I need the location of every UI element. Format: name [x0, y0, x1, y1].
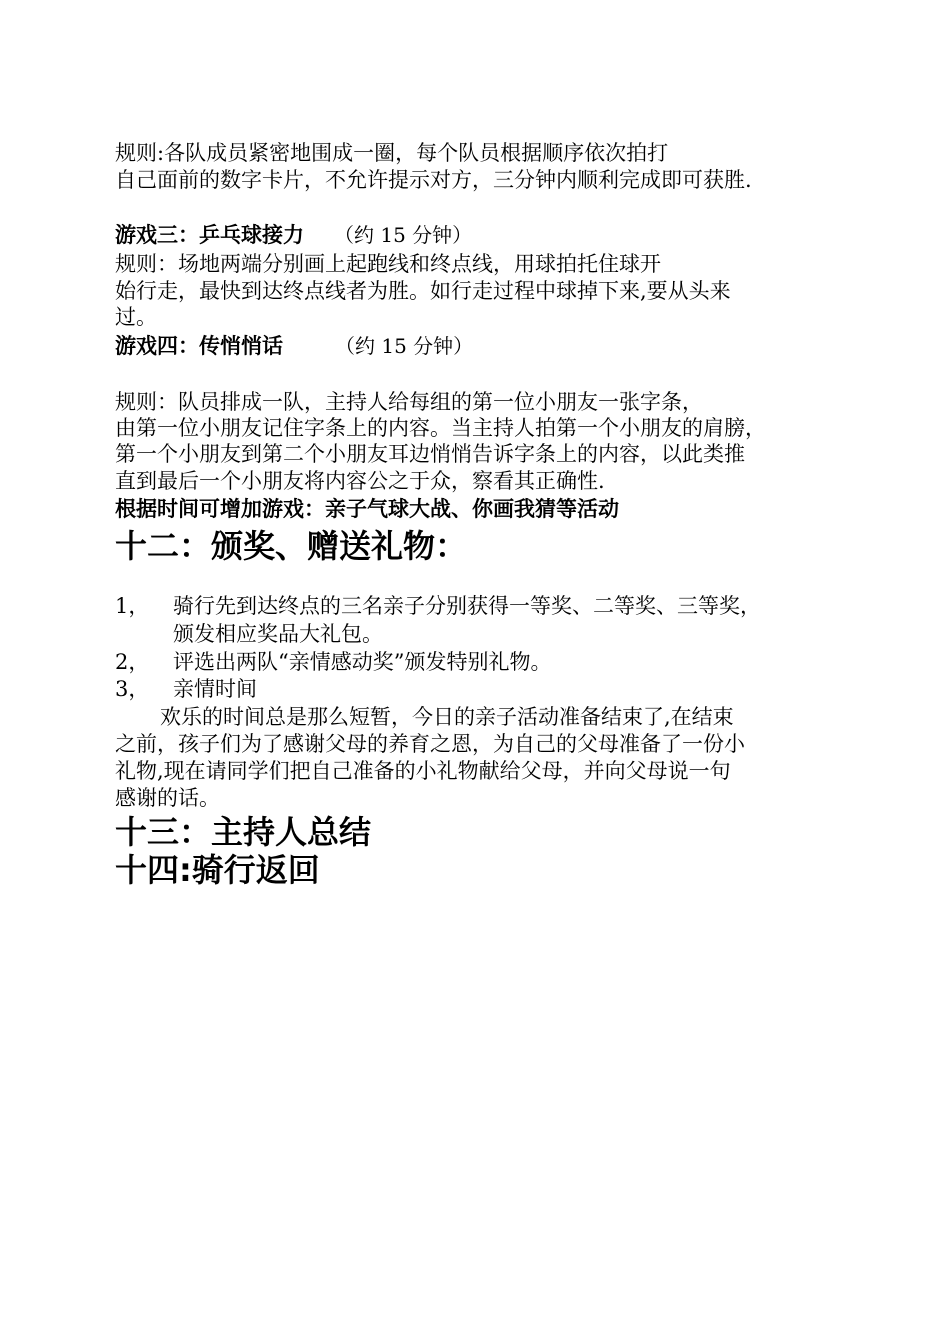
game4-title-row — [115, 333, 473, 359]
award-item-3-text: 亲情时间 — [173, 677, 257, 701]
award-item-3-number: 3， — [115, 677, 150, 701]
game4-title: 游戏四：传悄悄话 — [115, 334, 283, 358]
extra-games-note: 根据时间可增加游戏：亲子气球大战、你画我猜等活动 — [115, 497, 619, 521]
award-item-2 — [115, 649, 551, 675]
game3-title: 游戏三：乒乓球接力 — [115, 223, 304, 247]
award-item-1-text: 骑行先到达终点的三名亲子分别获得一等奖、二等奖、三等奖， — [173, 594, 761, 618]
game4-rule-line2: 由第一位小朋友记住字条上的内容。当主持人拍第一个小朋友的肩膀， — [115, 416, 766, 440]
game4-rule-line3: 第一个小朋友到第二个小朋友耳边悄悄告诉字条上的内容，以此类推 — [115, 442, 745, 466]
family-time-para-line1: 欢乐的时间总是那么短暂，今日的亲子活动准备结束了,在结束 — [160, 705, 734, 729]
game4-rule-line4: 直到最后一个小朋友将内容公之于众，察看其正确性. — [115, 469, 605, 493]
family-time-para-line2: 之前，孩子们为了感谢父母的养育之恩，为自己的父母准备了一份小 — [115, 732, 745, 756]
game3-duration: （约 15 分钟） — [334, 223, 473, 247]
section14-heading: 十四:骑行返回 — [115, 851, 320, 889]
family-time-para-line3: 礼物,现在请同学们把自己准备的小礼物献给父母，并向父母说一句 — [115, 759, 731, 783]
award-item-2-text: 评选出两队“亲情感动奖”颁发特别礼物。 — [173, 650, 552, 674]
game3-rule-line2: 始行走，最快到达终点线者为胜。如行走过程中球掉下来,要从头来 — [115, 279, 731, 303]
game4-duration: （约 15 分钟） — [335, 334, 474, 358]
award-item-3 — [115, 676, 257, 702]
game3-rule-line3: 过。 — [115, 305, 157, 329]
section13-heading: 十三：主持人总结 — [115, 813, 372, 851]
award-item-1-number: 1， — [115, 594, 150, 618]
family-time-para-line4: 感谢的话。 — [115, 786, 220, 810]
award-item-1-continuation: 颁发相应奖品大礼包。 — [173, 622, 383, 646]
game3-rule-line1: 规则：场地两端分别画上起跑线和终点线，用球拍托住球开 — [115, 252, 661, 276]
award-item-1 — [115, 593, 761, 619]
game4-rule-line1: 规则：队员排成一队，主持人给每组的第一位小朋友一张字条， — [115, 390, 703, 414]
game2-rule-line1: 规则:各队成员紧密地围成一圈，每个队员根据顺序依次拍打 — [115, 141, 669, 165]
game3-title-row — [115, 222, 472, 248]
award-item-2-number: 2， — [115, 650, 150, 674]
section12-heading: 十二：颁奖、赠送礼物： — [115, 527, 468, 565]
game2-rule-line2: 自己面前的数字卡片，不允许提示对方，三分钟内顺利完成即可获胜. — [115, 168, 752, 192]
